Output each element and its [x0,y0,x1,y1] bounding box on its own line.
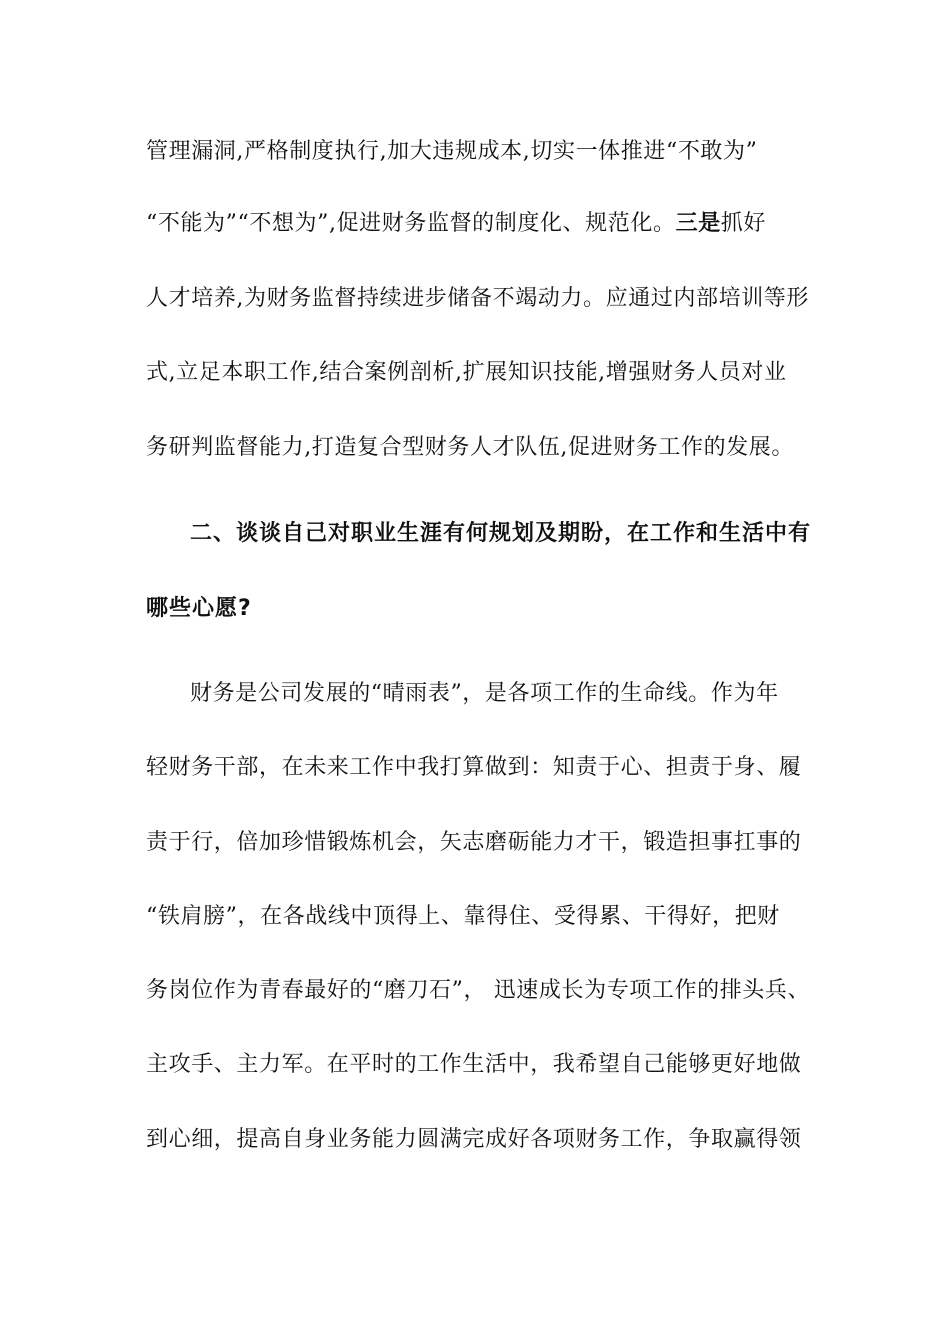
paragraph-line: 财务是公司发展的“晴雨表”，是各项工作的生命线。作为年 [190,681,779,706]
bold-text-run: 三是 [675,211,721,236]
text-run: 抓好 [720,211,766,236]
paragraph-line [146,209,836,239]
section-heading: 二、谈谈自己对职业生涯有何规划及期盼，在工作和生活中有 [190,521,812,546]
paragraph-line: 责于行，倍加珍惜锻炼机会，矢志磨砺能力才干，锻造担事扛事的 [146,830,802,855]
paragraph-line: 轻财务干部，在未来工作中我打算做到：知责于心、担责于身、履 [146,755,802,780]
paragraph-line: 务研判监督能力,打造复合型财务人才队伍,促进财务工作的发展。 [146,435,794,460]
section-heading-continuation: 哪些心愿? [146,596,252,621]
paragraph-line: 人才培养,为财务监督持续进步储备不竭动力。应通过内部培训等形 [146,286,809,311]
paragraph-line: 式,立足本职工作,结合案例剖析,扩展知识技能,增强财务人员对业 [146,360,787,385]
paragraph-line: 到心细，提高自身业务能力圆满完成好各项财务工作，争取赢得领 [146,1127,802,1152]
paragraph-line: “铁肩膀”，在各战线中顶得上、靠得住、受得累、干得好，把财 [146,904,780,929]
paragraph-line: 主攻手、主力军。在平时的工作生活中，我希望自己能够更好地做 [146,1052,802,1077]
text-run: “不能为”“不想为”,促进财务监督的制度化、规范化。 [146,211,676,236]
paragraph-line: 务岗位作为青春最好的“磨刀石”， 迅速成长为专项工作的排头兵、 [146,978,811,1003]
paragraph-line: 管理漏洞,严格制度执行,加大违规成本,切实一体推进“不敢为” [146,139,758,164]
